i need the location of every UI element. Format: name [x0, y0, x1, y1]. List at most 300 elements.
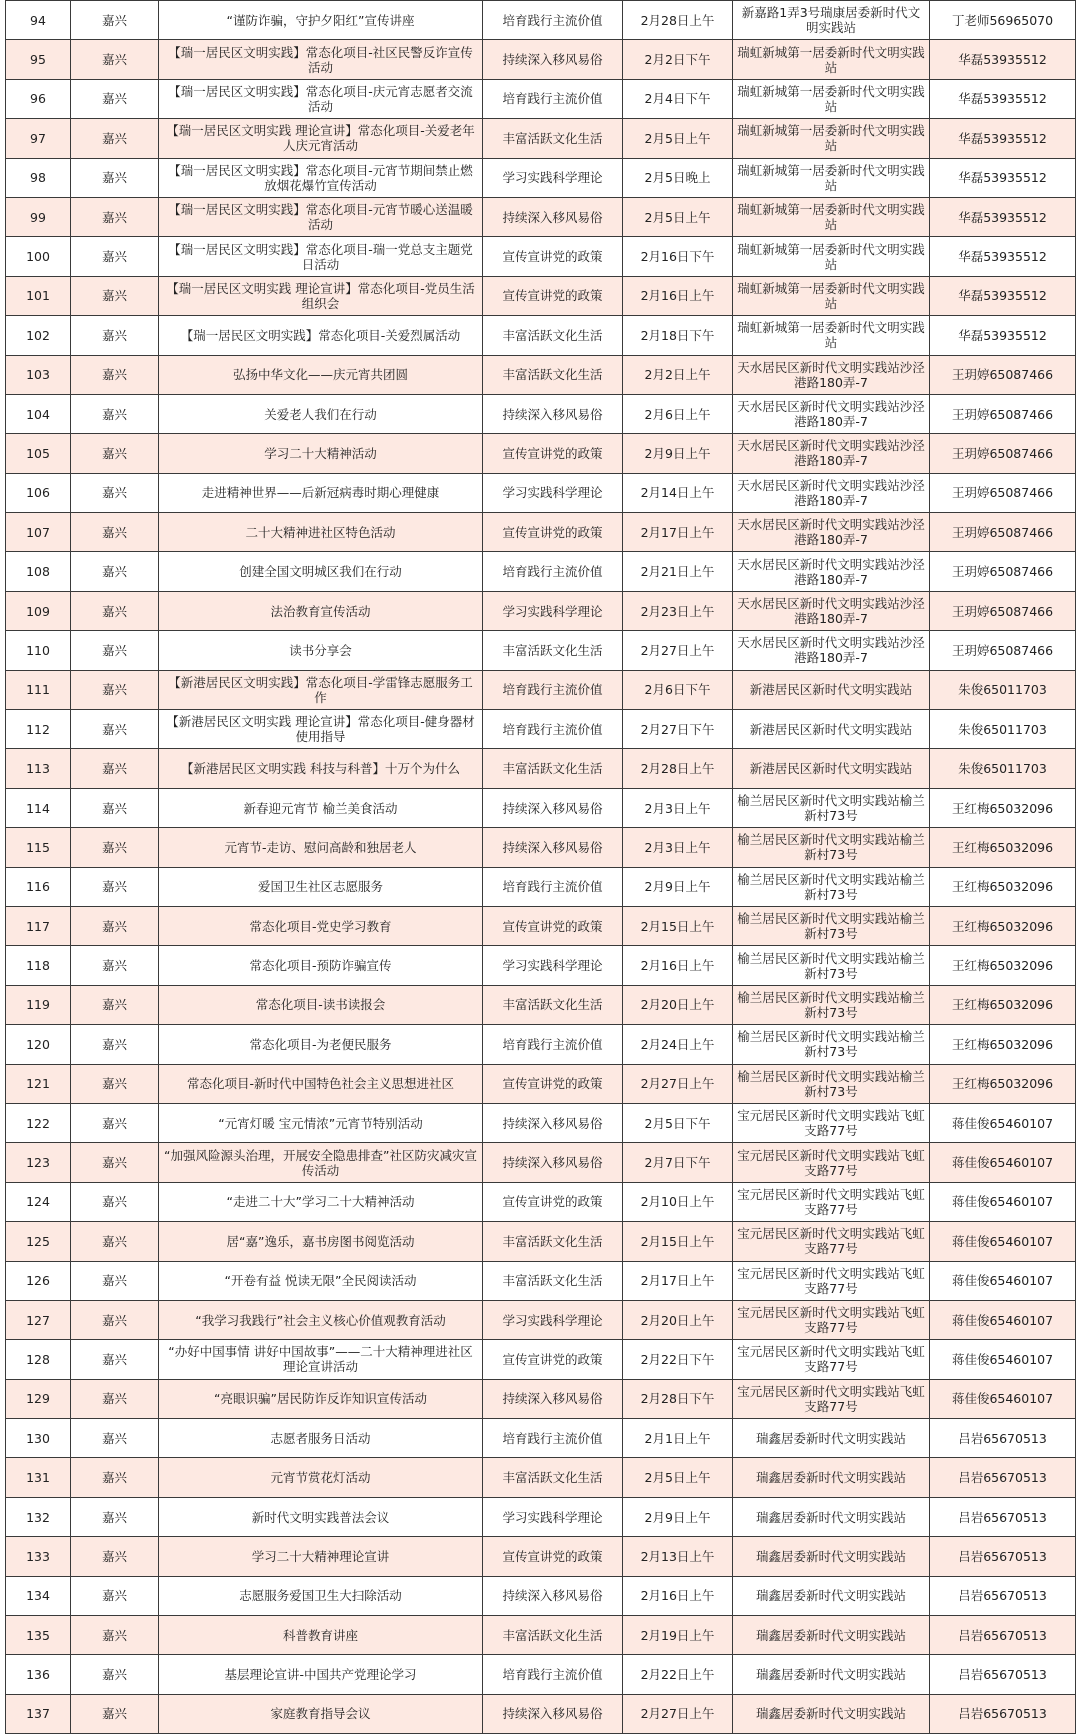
row-category: 持续深入移风易俗 [483, 788, 623, 827]
row-number: 122 [6, 1103, 71, 1142]
row-city: 嘉兴 [71, 1, 159, 40]
row-location: 天水居民区新时代文明实践站沙泾港路180弄-7 [733, 355, 930, 394]
row-time: 2月16日下午 [623, 237, 733, 276]
row-time: 2月21日上午 [623, 552, 733, 591]
row-activity-title: 【新港居民区文明实践】常态化项目-学雷锋志愿服务工作 [159, 670, 483, 709]
row-city: 嘉兴 [71, 1222, 159, 1261]
row-time: 2月5日晚上 [623, 158, 733, 197]
row-category: 学习实践科学理论 [483, 1300, 623, 1339]
row-time: 2月3日上午 [623, 788, 733, 827]
row-activity-title: 元宵节赏花灯活动 [159, 1458, 483, 1497]
row-location: 榆兰居民区新时代文明实践站榆兰新村73号 [733, 906, 930, 945]
row-location: 宝元居民区新时代文明实践站飞虹支路77号 [733, 1340, 930, 1379]
row-location: 瑞虹新城第一居委新时代文明实践站 [733, 197, 930, 236]
row-location: 宝元居民区新时代文明实践站飞虹支路77号 [733, 1103, 930, 1142]
row-category: 丰富活跃文化生活 [483, 355, 623, 394]
row-location: 天水居民区新时代文明实践站沙泾港路180弄-7 [733, 591, 930, 630]
row-time: 2月5日上午 [623, 1458, 733, 1497]
row-category: 持续深入移风易俗 [483, 1576, 623, 1615]
row-category: 培育践行主流价值 [483, 1655, 623, 1694]
row-location: 新港居民区新时代文明实践站 [733, 749, 930, 788]
row-time: 2月4日下午 [623, 79, 733, 118]
row-contact: 王玥婷65087466 [930, 473, 1076, 512]
row-number: 105 [6, 434, 71, 473]
row-number: 123 [6, 1143, 71, 1182]
row-time: 2月24日上午 [623, 1025, 733, 1064]
row-city: 嘉兴 [71, 631, 159, 670]
row-location: 瑞虹新城第一居委新时代文明实践站 [733, 316, 930, 355]
row-number: 100 [6, 237, 71, 276]
row-time: 2月9日上午 [623, 1497, 733, 1536]
row-category: 持续深入移风易俗 [483, 1143, 623, 1182]
row-number: 98 [6, 158, 71, 197]
row-contact: 王红梅65032096 [930, 867, 1076, 906]
row-time: 2月6日下午 [623, 670, 733, 709]
row-time: 2月5日上午 [623, 197, 733, 236]
row-location: 榆兰居民区新时代文明实践站榆兰新村73号 [733, 985, 930, 1024]
row-activity-title: “我学习我践行”社会主义核心价值观教育活动 [159, 1300, 483, 1339]
table-row [6, 946, 1076, 985]
row-contact: 蒋佳俊65460107 [930, 1143, 1076, 1182]
row-contact: 华磊53935512 [930, 197, 1076, 236]
table-row [6, 1182, 1076, 1221]
table-row [6, 1340, 1076, 1379]
row-number: 121 [6, 1064, 71, 1103]
row-number: 129 [6, 1379, 71, 1418]
row-contact: 丁老师56965070 [930, 1, 1076, 40]
row-activity-title: 基层理论宣讲-中国共产党理论学习 [159, 1655, 483, 1694]
row-city: 嘉兴 [71, 434, 159, 473]
row-number: 113 [6, 749, 71, 788]
row-city: 嘉兴 [71, 1103, 159, 1142]
table-row [6, 355, 1076, 394]
row-activity-title: 科普教育讲座 [159, 1616, 483, 1655]
row-time: 2月28日下午 [623, 1379, 733, 1418]
row-category: 宣传宣讲党的政策 [483, 434, 623, 473]
row-city: 嘉兴 [71, 1458, 159, 1497]
row-city: 嘉兴 [71, 1143, 159, 1182]
row-contact: 吕岩65670513 [930, 1694, 1076, 1733]
row-location: 榆兰居民区新时代文明实践站榆兰新村73号 [733, 828, 930, 867]
row-city: 嘉兴 [71, 670, 159, 709]
row-number: 112 [6, 710, 71, 749]
row-activity-title: “元宵灯暖 宝元情浓”元宵节特别活动 [159, 1103, 483, 1142]
row-time: 2月15日上午 [623, 906, 733, 945]
table-row [6, 40, 1076, 79]
table-row [6, 1576, 1076, 1615]
table-row [6, 631, 1076, 670]
row-category: 持续深入移风易俗 [483, 1694, 623, 1733]
table-row [6, 1064, 1076, 1103]
table-row [6, 276, 1076, 315]
row-category: 宣传宣讲党的政策 [483, 1340, 623, 1379]
table-row [6, 197, 1076, 236]
table-row [6, 1222, 1076, 1261]
row-location: 瑞虹新城第一居委新时代文明实践站 [733, 276, 930, 315]
row-activity-title: 【瑞一居民区文明实践 理论宣讲】常态化项目-关爱老年人庆元宵活动 [159, 119, 483, 158]
row-location: 瑞鑫居委新时代文明实践站 [733, 1419, 930, 1458]
row-city: 嘉兴 [71, 591, 159, 630]
table-row [6, 985, 1076, 1024]
row-time: 2月22日上午 [623, 1655, 733, 1694]
row-category: 宣传宣讲党的政策 [483, 1064, 623, 1103]
row-contact: 王玥婷65087466 [930, 591, 1076, 630]
row-city: 嘉兴 [71, 355, 159, 394]
table-row [6, 473, 1076, 512]
row-location: 新嘉路1弄3号瑞康居委新时代文明实践站 [733, 1, 930, 40]
row-time: 2月27日上午 [623, 1064, 733, 1103]
row-contact: 蒋佳俊65460107 [930, 1222, 1076, 1261]
row-time: 2月27日上午 [623, 1694, 733, 1733]
row-number: 115 [6, 828, 71, 867]
row-activity-title: 【瑞一居民区文明实践】常态化项目-庆元宵志愿者交流活动 [159, 79, 483, 118]
row-location: 宝元居民区新时代文明实践站飞虹支路77号 [733, 1143, 930, 1182]
row-time: 2月16日上午 [623, 1576, 733, 1615]
row-category: 培育践行主流价值 [483, 79, 623, 118]
row-category: 宣传宣讲党的政策 [483, 513, 623, 552]
row-activity-title: 创建全国文明城区我们在行动 [159, 552, 483, 591]
row-category: 宣传宣讲党的政策 [483, 276, 623, 315]
row-city: 嘉兴 [71, 1025, 159, 1064]
row-contact: 吕岩65670513 [930, 1616, 1076, 1655]
row-category: 宣传宣讲党的政策 [483, 906, 623, 945]
row-activity-title: 【瑞一居民区文明实践 理论宣讲】常态化项目-党员生活组织会 [159, 276, 483, 315]
row-number: 111 [6, 670, 71, 709]
row-activity-title: 【瑞一居民区文明实践】常态化项目-关爱烈属活动 [159, 316, 483, 355]
row-time: 2月16日上午 [623, 946, 733, 985]
row-location: 天水居民区新时代文明实践站沙泾港路180弄-7 [733, 434, 930, 473]
row-number: 95 [6, 40, 71, 79]
row-category: 培育践行主流价值 [483, 670, 623, 709]
row-activity-title: 常态化项目-预防诈骗宣传 [159, 946, 483, 985]
table-row [6, 1616, 1076, 1655]
row-city: 嘉兴 [71, 79, 159, 118]
row-city: 嘉兴 [71, 1576, 159, 1615]
row-contact: 王红梅65032096 [930, 906, 1076, 945]
row-number: 114 [6, 788, 71, 827]
row-contact: 王玥婷65087466 [930, 355, 1076, 394]
row-number: 99 [6, 197, 71, 236]
row-activity-title: “开卷有益 悦读无限”全民阅读活动 [159, 1261, 483, 1300]
row-contact: 吕岩65670513 [930, 1458, 1076, 1497]
row-activity-title: 【新港居民区文明实践 科技与科普】十万个为什么 [159, 749, 483, 788]
row-contact: 王玥婷65087466 [930, 631, 1076, 670]
row-category: 丰富活跃文化生活 [483, 1222, 623, 1261]
row-location: 天水居民区新时代文明实践站沙泾港路180弄-7 [733, 552, 930, 591]
row-location: 榆兰居民区新时代文明实践站榆兰新村73号 [733, 788, 930, 827]
row-number: 106 [6, 473, 71, 512]
row-category: 培育践行主流价值 [483, 1, 623, 40]
table-row [6, 1300, 1076, 1339]
row-activity-title: 常态化项目-为老便民服务 [159, 1025, 483, 1064]
row-city: 嘉兴 [71, 749, 159, 788]
row-contact: 蒋佳俊65460107 [930, 1103, 1076, 1142]
row-time: 2月18日下午 [623, 316, 733, 355]
row-contact: 朱俊65011703 [930, 749, 1076, 788]
row-number: 124 [6, 1182, 71, 1221]
row-category: 宣传宣讲党的政策 [483, 237, 623, 276]
row-city: 嘉兴 [71, 1379, 159, 1418]
row-number: 132 [6, 1497, 71, 1536]
row-activity-title: 走进精神世界——后新冠病毒时期心理健康 [159, 473, 483, 512]
table-row [6, 119, 1076, 158]
row-category: 持续深入移风易俗 [483, 828, 623, 867]
row-number: 104 [6, 394, 71, 433]
row-location: 新港居民区新时代文明实践站 [733, 670, 930, 709]
row-activity-title: “办好中国事情 讲好中国故事”——二十大精神理进社区理论宣讲活动 [159, 1340, 483, 1379]
row-time: 2月28日上午 [623, 1, 733, 40]
row-city: 嘉兴 [71, 1616, 159, 1655]
row-number: 125 [6, 1222, 71, 1261]
row-time: 2月16日上午 [623, 276, 733, 315]
row-location: 瑞鑫居委新时代文明实践站 [733, 1616, 930, 1655]
row-category: 丰富活跃文化生活 [483, 316, 623, 355]
row-location: 瑞虹新城第一居委新时代文明实践站 [733, 237, 930, 276]
row-time: 2月23日上午 [623, 591, 733, 630]
row-time: 2月28日上午 [623, 749, 733, 788]
row-contact: 吕岩65670513 [930, 1419, 1076, 1458]
table-row [6, 434, 1076, 473]
row-activity-title: 常态化项目-新时代中国特色社会主义思想进社区 [159, 1064, 483, 1103]
row-activity-title: 志愿者服务日活动 [159, 1419, 483, 1458]
row-category: 培育践行主流价值 [483, 867, 623, 906]
row-category: 持续深入移风易俗 [483, 40, 623, 79]
activity-table-body [6, 1, 1076, 1734]
row-city: 嘉兴 [71, 1064, 159, 1103]
row-city: 嘉兴 [71, 710, 159, 749]
row-time: 2月27日上午 [623, 631, 733, 670]
row-category: 丰富活跃文化生活 [483, 1616, 623, 1655]
row-city: 嘉兴 [71, 158, 159, 197]
row-number: 131 [6, 1458, 71, 1497]
row-activity-title: 常态化项目-读书读报会 [159, 985, 483, 1024]
row-location: 瑞虹新城第一居委新时代文明实践站 [733, 119, 930, 158]
row-activity-title: 二十大精神进社区特色活动 [159, 513, 483, 552]
row-number: 109 [6, 591, 71, 630]
row-contact: 朱俊65011703 [930, 670, 1076, 709]
row-location: 榆兰居民区新时代文明实践站榆兰新村73号 [733, 946, 930, 985]
row-activity-title: 志愿服务爱国卫生大扫除活动 [159, 1576, 483, 1615]
row-city: 嘉兴 [71, 1655, 159, 1694]
table-row [6, 158, 1076, 197]
row-city: 嘉兴 [71, 513, 159, 552]
table-row [6, 79, 1076, 118]
row-number: 102 [6, 316, 71, 355]
row-location: 天水居民区新时代文明实践站沙泾港路180弄-7 [733, 394, 930, 433]
row-time: 2月7日下午 [623, 1143, 733, 1182]
row-contact: 蒋佳俊65460107 [930, 1182, 1076, 1221]
row-activity-title: 学习二十大精神理论宣讲 [159, 1537, 483, 1576]
row-city: 嘉兴 [71, 1300, 159, 1339]
table-row [6, 1419, 1076, 1458]
row-time: 2月9日上午 [623, 867, 733, 906]
row-location: 宝元居民区新时代文明实践站飞虹支路77号 [733, 1182, 930, 1221]
row-city: 嘉兴 [71, 788, 159, 827]
row-number: 128 [6, 1340, 71, 1379]
row-activity-title: 居“嘉”逸乐，嘉书房图书阅览活动 [159, 1222, 483, 1261]
row-category: 学习实践科学理论 [483, 1497, 623, 1536]
row-activity-title: 读书分享会 [159, 631, 483, 670]
row-time: 2月2日下午 [623, 40, 733, 79]
table-row [6, 1458, 1076, 1497]
table-row [6, 1261, 1076, 1300]
row-number: 101 [6, 276, 71, 315]
row-location: 瑞鑫居委新时代文明实践站 [733, 1694, 930, 1733]
row-contact: 华磊53935512 [930, 237, 1076, 276]
row-activity-title: 【瑞一居民区文明实践】常态化项目-元宵节期间禁止燃放烟花爆竹宣传活动 [159, 158, 483, 197]
row-location: 新港居民区新时代文明实践站 [733, 710, 930, 749]
row-number: 96 [6, 79, 71, 118]
row-contact: 蒋佳俊65460107 [930, 1379, 1076, 1418]
row-category: 培育践行主流价值 [483, 552, 623, 591]
row-time: 2月27日下午 [623, 710, 733, 749]
row-contact: 王红梅65032096 [930, 1064, 1076, 1103]
row-location: 榆兰居民区新时代文明实践站榆兰新村73号 [733, 867, 930, 906]
row-time: 2月6日上午 [623, 394, 733, 433]
row-contact: 王玥婷65087466 [930, 552, 1076, 591]
row-category: 丰富活跃文化生活 [483, 985, 623, 1024]
row-city: 嘉兴 [71, 867, 159, 906]
row-city: 嘉兴 [71, 1340, 159, 1379]
row-contact: 华磊53935512 [930, 276, 1076, 315]
row-contact: 吕岩65670513 [930, 1537, 1076, 1576]
row-city: 嘉兴 [71, 40, 159, 79]
table-row [6, 906, 1076, 945]
row-time: 2月17日上午 [623, 513, 733, 552]
row-number: 103 [6, 355, 71, 394]
row-location: 瑞虹新城第一居委新时代文明实践站 [733, 158, 930, 197]
row-activity-title: 【瑞一居民区文明实践】常态化项目-瑞一党总支主题党日活动 [159, 237, 483, 276]
row-city: 嘉兴 [71, 394, 159, 433]
table-row [6, 1537, 1076, 1576]
row-category: 学习实践科学理论 [483, 473, 623, 512]
table-row [6, 1025, 1076, 1064]
row-location: 榆兰居民区新时代文明实践站榆兰新村73号 [733, 1025, 930, 1064]
row-location: 瑞虹新城第一居委新时代文明实践站 [733, 40, 930, 79]
row-number: 108 [6, 552, 71, 591]
row-number: 118 [6, 946, 71, 985]
row-contact: 华磊53935512 [930, 119, 1076, 158]
row-city: 嘉兴 [71, 828, 159, 867]
table-row [6, 237, 1076, 276]
row-activity-title: 弘扬中华文化——庆元宵共团圆 [159, 355, 483, 394]
row-city: 嘉兴 [71, 552, 159, 591]
row-category: 持续深入移风易俗 [483, 197, 623, 236]
row-location: 天水居民区新时代文明实践站沙泾港路180弄-7 [733, 513, 930, 552]
row-number: 130 [6, 1419, 71, 1458]
row-number: 107 [6, 513, 71, 552]
row-contact: 王玥婷65087466 [930, 394, 1076, 433]
row-activity-title: 爱国卫生社区志愿服务 [159, 867, 483, 906]
table-row [6, 394, 1076, 433]
table-row [6, 749, 1076, 788]
row-number: 127 [6, 1300, 71, 1339]
row-contact: 蒋佳俊65460107 [930, 1300, 1076, 1339]
row-number: 116 [6, 867, 71, 906]
row-number: 133 [6, 1537, 71, 1576]
row-category: 培育践行主流价值 [483, 1419, 623, 1458]
row-category: 丰富活跃文化生活 [483, 119, 623, 158]
row-time: 2月15日上午 [623, 1222, 733, 1261]
row-time: 2月2日上午 [623, 355, 733, 394]
row-time: 2月5日下午 [623, 1103, 733, 1142]
row-activity-title: 关爱老人我们在行动 [159, 394, 483, 433]
row-category: 学习实践科学理论 [483, 158, 623, 197]
row-location: 瑞鑫居委新时代文明实践站 [733, 1576, 930, 1615]
table-row [6, 1, 1076, 40]
row-city: 嘉兴 [71, 1694, 159, 1733]
row-activity-title: 学习二十大精神活动 [159, 434, 483, 473]
row-activity-title: 家庭教育指导会议 [159, 1694, 483, 1733]
row-time: 2月10日上午 [623, 1182, 733, 1221]
row-city: 嘉兴 [71, 237, 159, 276]
activity-table [5, 0, 1076, 1734]
row-city: 嘉兴 [71, 1419, 159, 1458]
row-location: 宝元居民区新时代文明实践站飞虹支路77号 [733, 1300, 930, 1339]
row-contact: 华磊53935512 [930, 158, 1076, 197]
table-row [6, 710, 1076, 749]
row-number: 110 [6, 631, 71, 670]
table-row [6, 828, 1076, 867]
row-activity-title: “亮眼识骗”居民防诈反诈知识宣传活动 [159, 1379, 483, 1418]
row-number: 136 [6, 1655, 71, 1694]
row-number: 94 [6, 1, 71, 40]
row-contact: 王红梅65032096 [930, 1025, 1076, 1064]
row-location: 宝元居民区新时代文明实践站飞虹支路77号 [733, 1222, 930, 1261]
table-row [6, 552, 1076, 591]
row-category: 培育践行主流价值 [483, 710, 623, 749]
row-time: 2月20日上午 [623, 1300, 733, 1339]
row-contact: 王红梅65032096 [930, 828, 1076, 867]
row-city: 嘉兴 [71, 1182, 159, 1221]
row-city: 嘉兴 [71, 906, 159, 945]
row-number: 126 [6, 1261, 71, 1300]
row-city: 嘉兴 [71, 985, 159, 1024]
row-activity-title: 【瑞一居民区文明实践】常态化项目-元宵节暖心送温暖活动 [159, 197, 483, 236]
row-city: 嘉兴 [71, 276, 159, 315]
row-category: 丰富活跃文化生活 [483, 631, 623, 670]
row-activity-title: “加强风险源头治理，开展安全隐患排查”社区防灾减灾宣传活动 [159, 1143, 483, 1182]
table-row [6, 788, 1076, 827]
table-row [6, 1655, 1076, 1694]
row-time: 2月3日上午 [623, 828, 733, 867]
row-city: 嘉兴 [71, 946, 159, 985]
row-category: 学习实践科学理论 [483, 946, 623, 985]
row-contact: 王红梅65032096 [930, 985, 1076, 1024]
row-location: 榆兰居民区新时代文明实践站榆兰新村73号 [733, 1064, 930, 1103]
row-time: 2月5日上午 [623, 119, 733, 158]
row-location: 瑞鑫居委新时代文明实践站 [733, 1655, 930, 1694]
table-row [6, 316, 1076, 355]
row-category: 持续深入移风易俗 [483, 1379, 623, 1418]
row-contact: 王玥婷65087466 [930, 434, 1076, 473]
row-location: 瑞鑫居委新时代文明实践站 [733, 1458, 930, 1497]
row-category: 丰富活跃文化生活 [483, 1458, 623, 1497]
table-row [6, 1694, 1076, 1733]
row-contact: 华磊53935512 [930, 316, 1076, 355]
row-contact: 蒋佳俊65460107 [930, 1261, 1076, 1300]
row-location: 瑞鑫居委新时代文明实践站 [733, 1497, 930, 1536]
row-category: 丰富活跃文化生活 [483, 749, 623, 788]
row-activity-title: 常态化项目-党史学习教育 [159, 906, 483, 945]
row-location: 瑞虹新城第一居委新时代文明实践站 [733, 79, 930, 118]
row-number: 137 [6, 1694, 71, 1733]
row-activity-title: “谨防诈骗，守护夕阳红”宣传讲座 [159, 1, 483, 40]
row-category: 丰富活跃文化生活 [483, 1261, 623, 1300]
row-city: 嘉兴 [71, 1537, 159, 1576]
row-time: 2月14日上午 [623, 473, 733, 512]
row-contact: 华磊53935512 [930, 79, 1076, 118]
